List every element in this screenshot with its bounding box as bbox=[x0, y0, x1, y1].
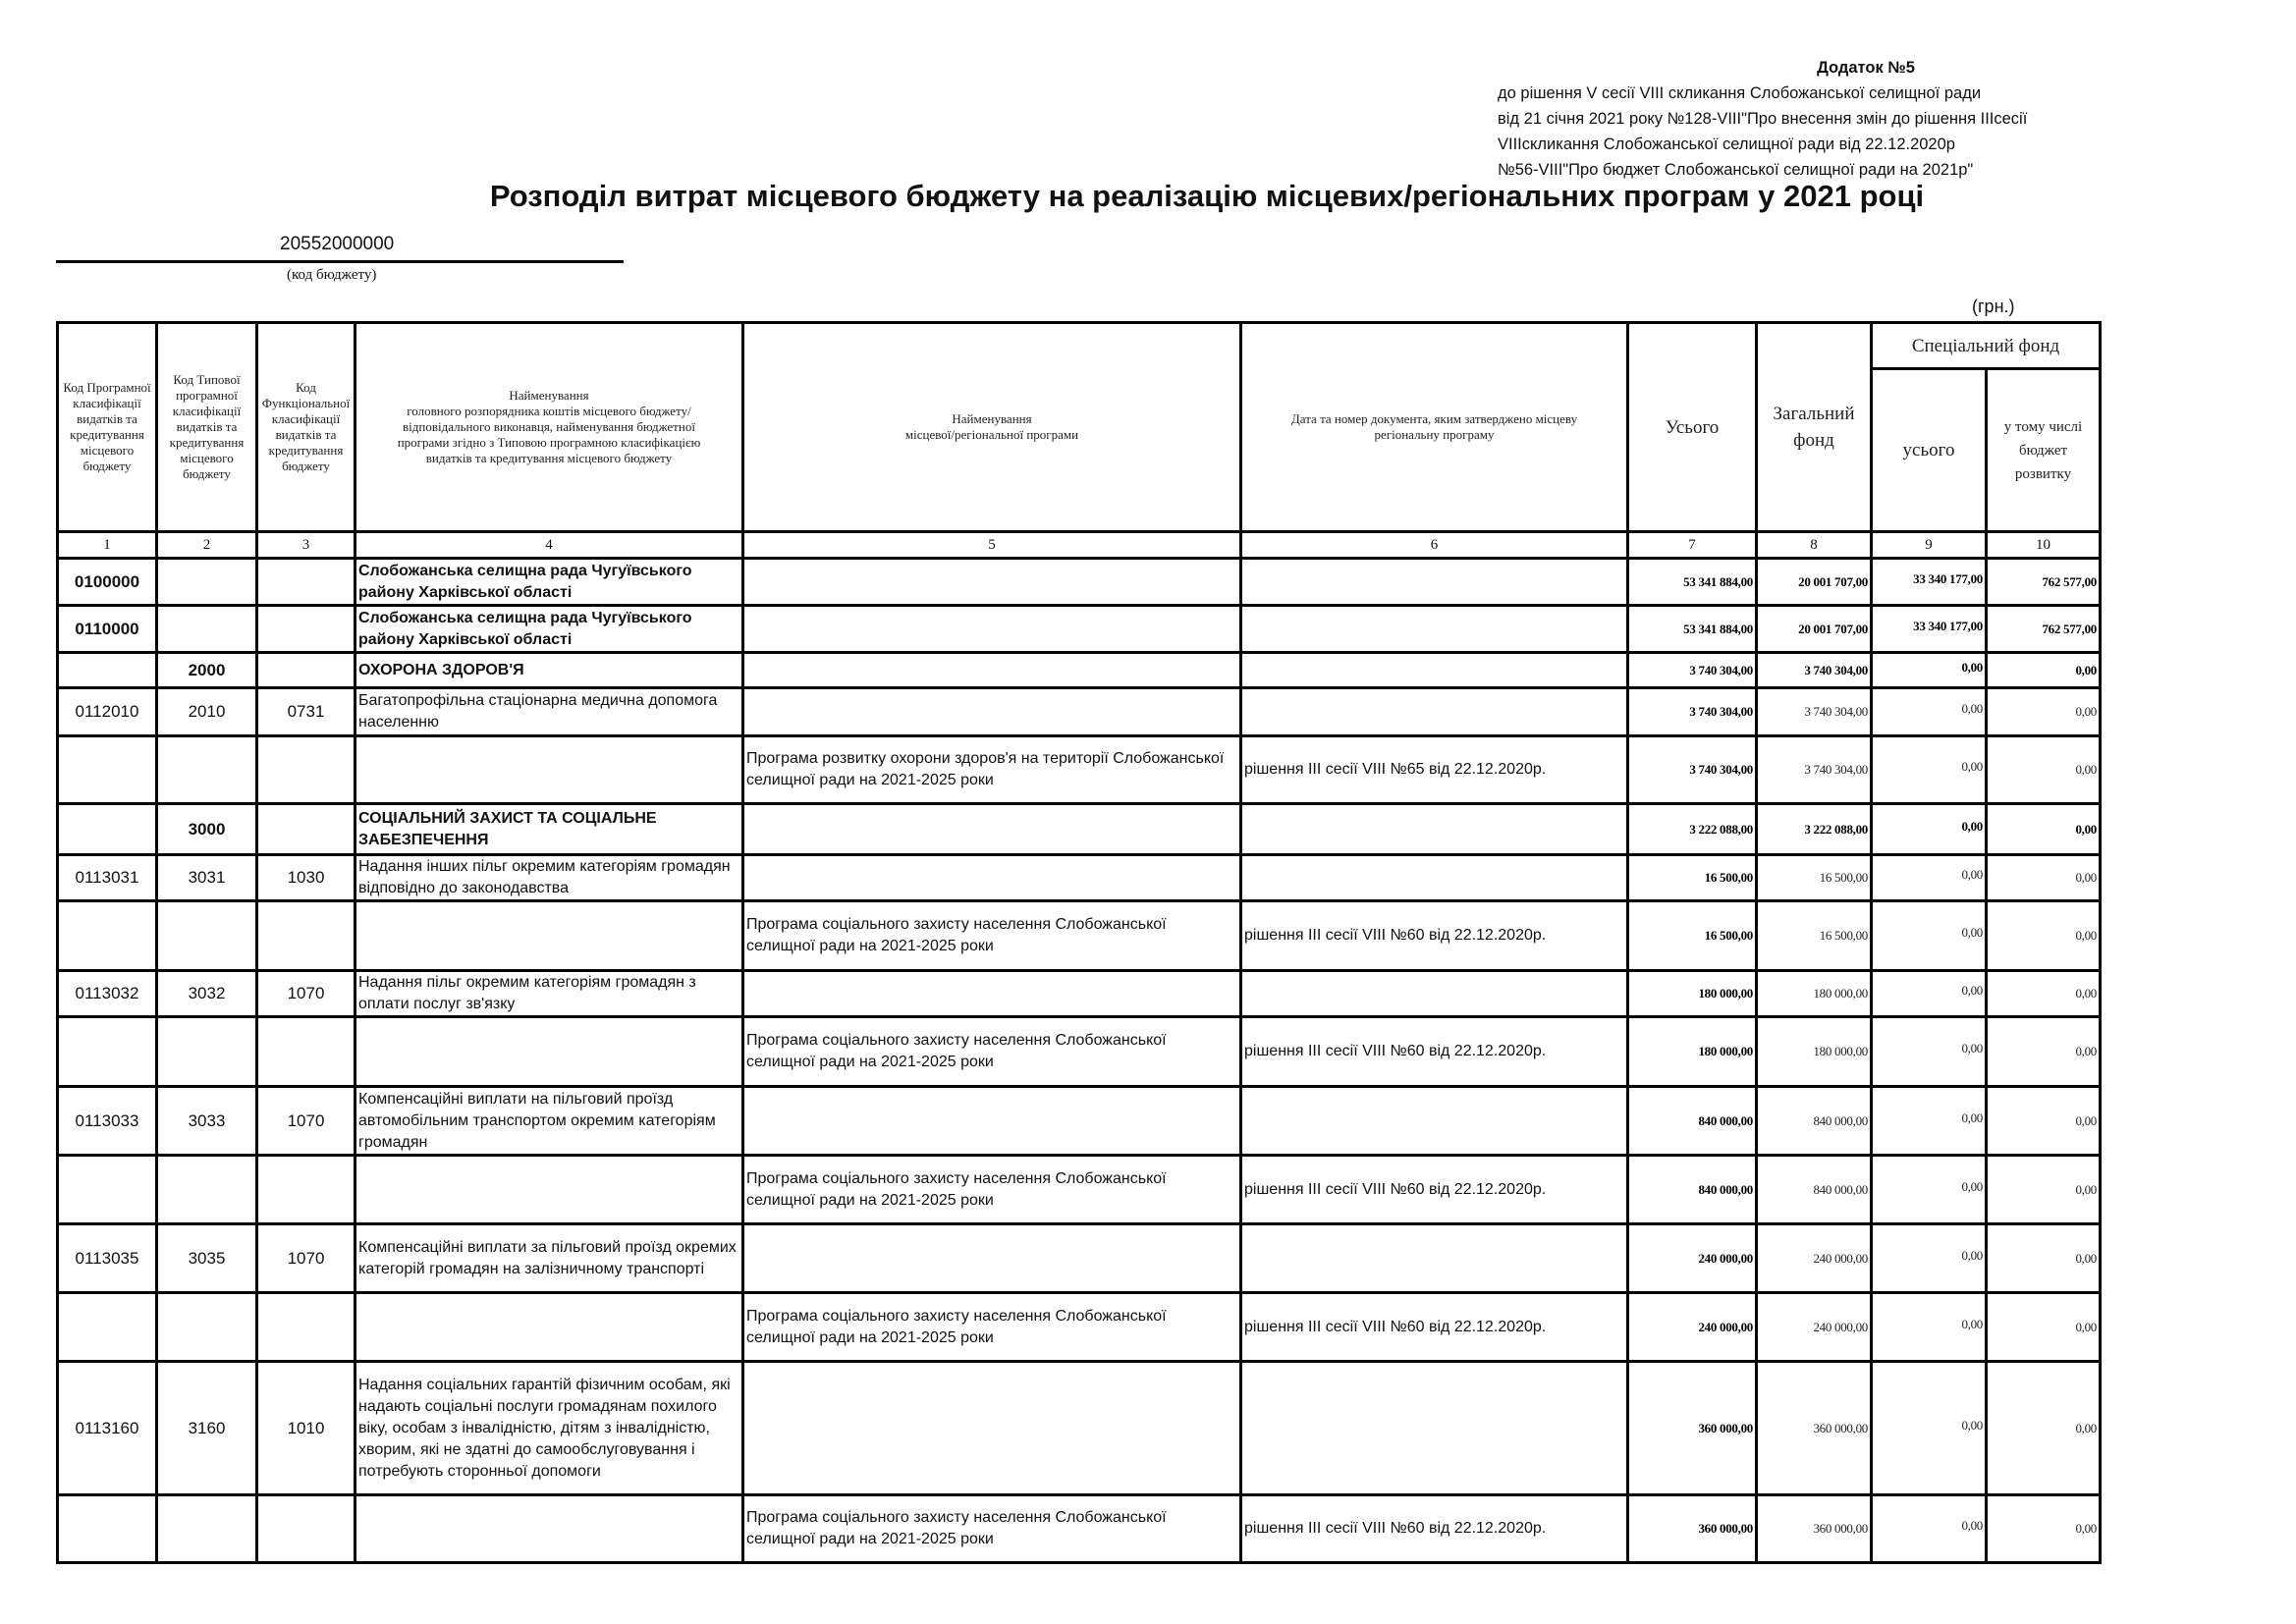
typical-code-cell: 3000 bbox=[157, 804, 257, 855]
total-cell: 360 000,00 bbox=[1628, 1495, 1757, 1563]
program-row bbox=[58, 901, 2101, 971]
currency-unit: (грн.) bbox=[1972, 297, 2015, 316]
header-functional-code: Код Функціональної класифікації видатків та кредитування бюджету bbox=[257, 323, 355, 532]
table-row bbox=[58, 688, 2101, 736]
general-fund-cell: 3 740 304,00 bbox=[1757, 653, 1872, 688]
general-fund-cell: 3 222 088,00 bbox=[1757, 804, 1872, 855]
header-total: Усього bbox=[1628, 323, 1757, 532]
total-cell: 360 000,00 bbox=[1628, 1362, 1757, 1495]
general-fund-cell: 180 000,00 bbox=[1757, 1017, 1872, 1087]
program-row bbox=[58, 1017, 2101, 1087]
administrator-name-cell: Багатопрофільна стаціонарна медична допомога населенню bbox=[355, 688, 743, 736]
document-cell: рішення III сесії VIII №60 від 22.12.2020р. bbox=[1241, 1156, 1628, 1224]
development-budget-cell: 0,00 bbox=[1987, 1156, 2101, 1224]
general-fund-cell: 20 001 707,00 bbox=[1757, 606, 1872, 653]
document-cell bbox=[1241, 971, 1628, 1017]
development-budget-cell: 0,00 bbox=[1987, 971, 2101, 1017]
special-fund-cell: 33 340 177,00 bbox=[1872, 559, 1987, 606]
administrator-name-cell: СОЦІАЛЬНИЙ ЗАХИСТ ТА СОЦІАЛЬНЕ ЗАБЕЗПЕЧЕННЯ bbox=[355, 804, 743, 855]
total-cell: 3 740 304,00 bbox=[1628, 688, 1757, 736]
document-cell: рішення III сесії VIII №60 від 22.12.2020р. bbox=[1241, 1017, 1628, 1087]
program-code-cell bbox=[58, 901, 157, 971]
development-budget-cell: 0,00 bbox=[1987, 901, 2101, 971]
functional-code-cell bbox=[257, 1495, 355, 1563]
header-program-code: Код Програмної класифікації видатків та кредитування місцевого бюджету bbox=[58, 323, 157, 532]
typical-code-cell bbox=[157, 559, 257, 606]
development-budget-cell: 0,00 bbox=[1987, 1362, 2101, 1495]
general-fund-cell: 3 740 304,00 bbox=[1757, 688, 1872, 736]
program-row bbox=[58, 1495, 2101, 1563]
administrator-name-cell bbox=[355, 736, 743, 804]
functional-code-cell: 1030 bbox=[257, 855, 355, 901]
functional-code-cell bbox=[257, 901, 355, 971]
document-cell: рішення III сесії VIII №60 від 22.12.2020р. bbox=[1241, 901, 1628, 971]
program-code-cell: 0113033 bbox=[58, 1087, 157, 1156]
total-cell: 840 000,00 bbox=[1628, 1156, 1757, 1224]
special-fund-cell: 0,00 bbox=[1872, 971, 1987, 1017]
document-cell: рішення III сесії VIII №65 від 22.12.2020р. bbox=[1241, 736, 1628, 804]
functional-code-cell: 1070 bbox=[257, 971, 355, 1017]
administrator-name-cell: Надання інших пільг окремим категоріям громадян відповідно до законодавства bbox=[355, 855, 743, 901]
typical-code-cell bbox=[157, 1156, 257, 1224]
program-code-cell: 0113031 bbox=[58, 855, 157, 901]
program-code-cell: 0110000 bbox=[58, 606, 157, 653]
functional-code-cell bbox=[257, 1156, 355, 1224]
program-name-cell bbox=[743, 971, 1241, 1017]
development-budget-cell: 0,00 bbox=[1987, 1017, 2101, 1087]
table-row bbox=[58, 559, 2101, 606]
typical-code-cell bbox=[157, 901, 257, 971]
administrator-name-cell bbox=[355, 901, 743, 971]
header-development-budget: у тому числі бюджет розвитку bbox=[1987, 369, 2101, 532]
total-cell: 3 740 304,00 bbox=[1628, 653, 1757, 688]
program-name-cell: Програма соціального захисту населення Слобожанської селищної ради на 2021-2025 роки bbox=[743, 1156, 1241, 1224]
column-number: 2 bbox=[157, 532, 257, 559]
special-fund-cell: 0,00 bbox=[1872, 653, 1987, 688]
general-fund-cell: 180 000,00 bbox=[1757, 971, 1872, 1017]
document-cell: рішення III сесії VIII №60 від 22.12.2020р. bbox=[1241, 1293, 1628, 1362]
typical-code-cell bbox=[157, 1293, 257, 1362]
special-fund-cell: 0,00 bbox=[1872, 1156, 1987, 1224]
general-fund-cell: 240 000,00 bbox=[1757, 1224, 1872, 1293]
table-body bbox=[58, 559, 2101, 1563]
functional-code-cell: 0731 bbox=[257, 688, 355, 736]
functional-code-cell bbox=[257, 1293, 355, 1362]
document-cell bbox=[1241, 653, 1628, 688]
total-cell: 240 000,00 bbox=[1628, 1224, 1757, 1293]
special-fund-cell: 0,00 bbox=[1872, 736, 1987, 804]
programs-table bbox=[56, 321, 2102, 1564]
development-budget-cell: 762 577,00 bbox=[1987, 606, 2101, 653]
program-code-cell bbox=[58, 1495, 157, 1563]
table-row bbox=[58, 971, 2101, 1017]
administrator-name-cell bbox=[355, 1017, 743, 1087]
administrator-name-cell: Слобожанська селищна рада Чугуївського району Харківської області bbox=[355, 606, 743, 653]
typical-code-cell: 2010 bbox=[157, 688, 257, 736]
functional-code-cell bbox=[257, 804, 355, 855]
program-name-cell: Програма соціального захисту населення Слобожанської селищної ради на 2021-2025 роки bbox=[743, 1293, 1241, 1362]
special-fund-cell: 0,00 bbox=[1872, 804, 1987, 855]
document-cell bbox=[1241, 688, 1628, 736]
special-fund-cell: 0,00 bbox=[1872, 855, 1987, 901]
document-cell bbox=[1241, 1224, 1628, 1293]
program-row bbox=[58, 736, 2101, 804]
budget-code: 20552000000 bbox=[280, 234, 395, 254]
special-fund-cell: 0,00 bbox=[1872, 1224, 1987, 1293]
administrator-name-cell bbox=[355, 1156, 743, 1224]
development-budget-cell: 0,00 bbox=[1987, 855, 2101, 901]
column-numbers-row bbox=[58, 532, 2101, 559]
functional-code-cell bbox=[257, 736, 355, 804]
annex-line: від 21 січня 2021 року №128-VIII"Про внесення змін до рішення IIIсесії bbox=[1498, 110, 2028, 128]
special-fund-cell: 0,00 bbox=[1872, 1293, 1987, 1362]
total-cell: 840 000,00 bbox=[1628, 1087, 1757, 1156]
program-code-cell: 0113035 bbox=[58, 1224, 157, 1293]
table-row bbox=[58, 804, 2101, 855]
column-number: 9 bbox=[1872, 532, 1987, 559]
program-row bbox=[58, 1293, 2101, 1362]
general-fund-cell: 240 000,00 bbox=[1757, 1293, 1872, 1362]
typical-code-cell: 3160 bbox=[157, 1362, 257, 1495]
program-name-cell bbox=[743, 1362, 1241, 1495]
functional-code-cell bbox=[257, 559, 355, 606]
document-cell bbox=[1241, 559, 1628, 606]
document-cell bbox=[1241, 606, 1628, 653]
development-budget-cell: 0,00 bbox=[1987, 688, 2101, 736]
functional-code-cell: 1070 bbox=[257, 1087, 355, 1156]
administrator-name-cell bbox=[355, 1293, 743, 1362]
special-fund-cell: 0,00 bbox=[1872, 901, 1987, 971]
program-code-cell: 0113032 bbox=[58, 971, 157, 1017]
special-fund-cell: 0,00 bbox=[1872, 1087, 1987, 1156]
annex-line: №56-VIII"Про бюджет Слобожанської селищної ради на 2021р" bbox=[1498, 161, 1974, 179]
program-code-cell bbox=[58, 1293, 157, 1362]
document-cell: рішення III сесії VIII №60 від 22.12.2020р. bbox=[1241, 1495, 1628, 1563]
typical-code-cell bbox=[157, 736, 257, 804]
column-number: 3 bbox=[257, 532, 355, 559]
general-fund-cell: 840 000,00 bbox=[1757, 1087, 1872, 1156]
header-typical-program-code: Код Типової програмної класифікації видатків та кредитування місцевого бюджету bbox=[157, 323, 257, 532]
document-title: Розподіл витрат місцевого бюджету на реалізацію місцевих/регіональних програм у 2021 році bbox=[489, 179, 1925, 213]
column-number: 10 bbox=[1987, 532, 2101, 559]
program-name-cell bbox=[743, 1224, 1241, 1293]
total-cell: 53 341 884,00 bbox=[1628, 559, 1757, 606]
total-cell: 3 740 304,00 bbox=[1628, 736, 1757, 804]
administrator-name-cell bbox=[355, 1495, 743, 1563]
functional-code-cell bbox=[257, 1017, 355, 1087]
development-budget-cell: 0,00 bbox=[1987, 653, 2101, 688]
administrator-name-cell: Надання пільг окремим категоріям громадян з оплати послуг зв'язку bbox=[355, 971, 743, 1017]
special-fund-cell: 0,00 bbox=[1872, 1017, 1987, 1087]
header-special-fund: Спеціальний фонд bbox=[1872, 323, 2101, 369]
typical-code-cell: 3033 bbox=[157, 1087, 257, 1156]
table-row bbox=[58, 653, 2101, 688]
program-name-cell: Програма соціального захисту населення Слобожанської селищної ради на 2021-2025 роки bbox=[743, 901, 1241, 971]
header-col4-line1: Найменування bbox=[509, 388, 589, 403]
program-code-cell bbox=[58, 653, 157, 688]
budget-code-underline bbox=[56, 260, 624, 263]
program-name-cell bbox=[743, 653, 1241, 688]
program-code-cell bbox=[58, 736, 157, 804]
document-cell bbox=[1241, 804, 1628, 855]
administrator-name-cell: Слобожанська селищна рада Чугуївського району Харківської області bbox=[355, 559, 743, 606]
total-cell: 16 500,00 bbox=[1628, 855, 1757, 901]
functional-code-cell: 1010 bbox=[257, 1362, 355, 1495]
annex-line: VIIIскликання Слобожанської селищної ради від 22.12.2020р bbox=[1498, 135, 1955, 153]
program-name-cell bbox=[743, 1087, 1241, 1156]
header-general-fund: Загальний фонд bbox=[1757, 323, 1872, 532]
total-cell: 16 500,00 bbox=[1628, 901, 1757, 971]
typical-code-cell: 2000 bbox=[157, 653, 257, 688]
annex-title: Додаток №5 bbox=[1817, 59, 1915, 77]
program-name-cell: Програма соціального захисту населення Слобожанської селищної ради на 2021-2025 роки bbox=[743, 1495, 1241, 1563]
development-budget-cell: 0,00 bbox=[1987, 736, 2101, 804]
typical-code-cell: 3032 bbox=[157, 971, 257, 1017]
total-cell: 180 000,00 bbox=[1628, 971, 1757, 1017]
program-name-cell bbox=[743, 688, 1241, 736]
annex-line: до рішення V сесії VIII скликання Слобожанської селищної ради bbox=[1498, 84, 1982, 102]
program-name-cell: Програма соціального захисту населення Слобожанської селищної ради на 2021-2025 роки bbox=[743, 1017, 1241, 1087]
program-code-cell bbox=[58, 1017, 157, 1087]
general-fund-cell: 16 500,00 bbox=[1757, 855, 1872, 901]
column-number: 4 bbox=[355, 532, 743, 559]
program-code-cell: 0100000 bbox=[58, 559, 157, 606]
program-name-cell bbox=[743, 559, 1241, 606]
general-fund-cell: 360 000,00 bbox=[1757, 1362, 1872, 1495]
typical-code-cell: 3035 bbox=[157, 1224, 257, 1293]
administrator-name-cell: ОХОРОНА ЗДОРОВ'Я bbox=[355, 653, 743, 688]
program-code-cell: 0112010 bbox=[58, 688, 157, 736]
total-cell: 53 341 884,00 bbox=[1628, 606, 1757, 653]
column-number: 5 bbox=[743, 532, 1241, 559]
header-col5-line2: місцевої/регіональної програми bbox=[904, 427, 1079, 442]
document-cell bbox=[1241, 1362, 1628, 1495]
typical-code-cell: 3031 bbox=[157, 855, 257, 901]
document-cell bbox=[1241, 1087, 1628, 1156]
column-number: 7 bbox=[1628, 532, 1757, 559]
special-fund-cell: 0,00 bbox=[1872, 1495, 1987, 1563]
special-fund-cell: 33 340 177,00 bbox=[1872, 606, 1987, 653]
development-budget-cell: 0,00 bbox=[1987, 1087, 2101, 1156]
program-name-cell bbox=[743, 606, 1241, 653]
column-number: 8 bbox=[1757, 532, 1872, 559]
program-code-cell bbox=[58, 804, 157, 855]
administrator-name-cell: Компенсаційні виплати за пільговий проїзд окремих категорій громадян на залізничному транспорті bbox=[355, 1224, 743, 1293]
functional-code-cell bbox=[257, 606, 355, 653]
table-row bbox=[58, 1362, 2101, 1495]
typical-code-cell bbox=[157, 1017, 257, 1087]
document-cell bbox=[1241, 855, 1628, 901]
table-row bbox=[58, 1087, 2101, 1156]
program-row bbox=[58, 1156, 2101, 1224]
administrator-name-cell: Надання соціальних гарантій фізичним особам, які надають соціальні послуги громадянам похилого віку, особам з інвалідністю, дітям з інвалідністю, хворим, які не здатні до самообслуговування і потребують сторонньої допомоги bbox=[355, 1362, 743, 1495]
development-budget-cell: 762 577,00 bbox=[1987, 559, 2101, 606]
table-row bbox=[58, 606, 2101, 653]
budget-code-label: (код бюджету) bbox=[287, 267, 377, 283]
administrator-name-cell: Компенсаційні виплати на пільговий проїзд автомобільним транспортом окремим категоріям громадян bbox=[355, 1087, 743, 1156]
typical-code-cell bbox=[157, 606, 257, 653]
header-program-name bbox=[743, 323, 1241, 532]
total-cell: 180 000,00 bbox=[1628, 1017, 1757, 1087]
header-special-total: усього bbox=[1872, 369, 1987, 532]
table-row bbox=[58, 1224, 2101, 1293]
general-fund-cell: 16 500,00 bbox=[1757, 901, 1872, 971]
general-fund-cell: 360 000,00 bbox=[1757, 1495, 1872, 1563]
annex-block bbox=[1498, 55, 2106, 183]
header-row bbox=[58, 323, 2101, 369]
general-fund-cell: 20 001 707,00 bbox=[1757, 559, 1872, 606]
development-budget-cell: 0,00 bbox=[1987, 1224, 2101, 1293]
special-fund-cell: 0,00 bbox=[1872, 1362, 1987, 1495]
header-col4-line2: головного розпорядника коштів місцевого бюджету/ відповідального виконавця, найменування бюджетної програми згідно з Типовою програмною класифікацією видатків та кредитування місцевого бюджету bbox=[397, 404, 701, 465]
table-row bbox=[58, 855, 2101, 901]
header-document-date: Дата та номер документа, яким затверджено місцеву регіональну програму bbox=[1241, 323, 1628, 532]
program-name-cell bbox=[743, 855, 1241, 901]
general-fund-cell: 840 000,00 bbox=[1757, 1156, 1872, 1224]
program-name-cell: Програма розвитку охорони здоров'я на території Слобожанської селищної ради на 2021-2025 роки bbox=[743, 736, 1241, 804]
total-cell: 240 000,00 bbox=[1628, 1293, 1757, 1362]
column-number: 6 bbox=[1241, 532, 1628, 559]
development-budget-cell: 0,00 bbox=[1987, 804, 2101, 855]
header-col5-line1: Найменування bbox=[952, 411, 1032, 426]
typical-code-cell bbox=[157, 1495, 257, 1563]
development-budget-cell: 0,00 bbox=[1987, 1293, 2101, 1362]
special-fund-cell: 0,00 bbox=[1872, 688, 1987, 736]
development-budget-cell: 0,00 bbox=[1987, 1495, 2101, 1563]
program-code-cell: 0113160 bbox=[58, 1362, 157, 1495]
functional-code-cell: 1070 bbox=[257, 1224, 355, 1293]
program-name-cell bbox=[743, 804, 1241, 855]
general-fund-cell: 3 740 304,00 bbox=[1757, 736, 1872, 804]
header-administrator-name bbox=[355, 323, 743, 532]
functional-code-cell bbox=[257, 653, 355, 688]
total-cell: 3 222 088,00 bbox=[1628, 804, 1757, 855]
program-code-cell bbox=[58, 1156, 157, 1224]
column-number: 1 bbox=[58, 532, 157, 559]
